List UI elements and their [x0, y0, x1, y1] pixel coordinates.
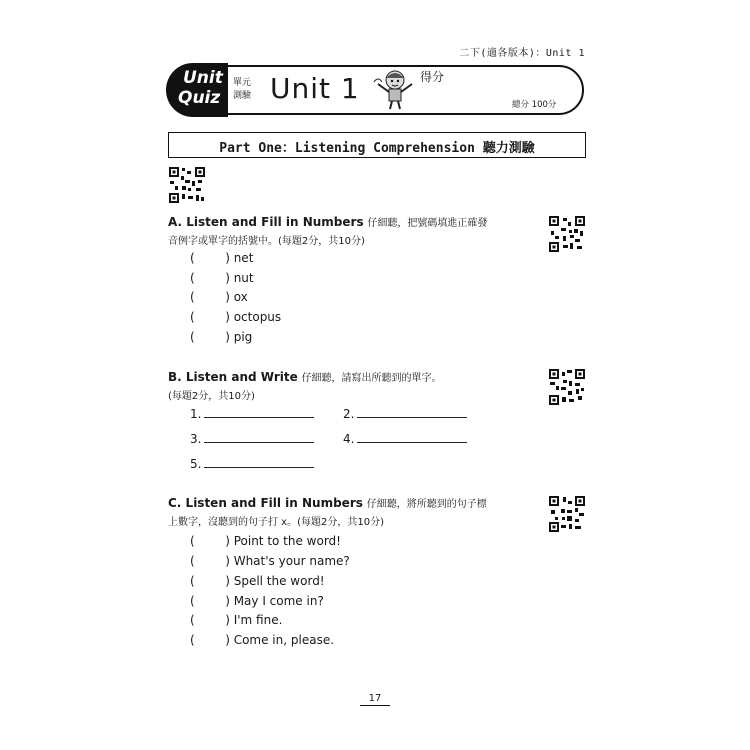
qr-code-icon[interactable] — [548, 368, 586, 406]
section-c-instruction-2: 上數字，沒聽到的句子打 x。(每題2分，共10分) — [168, 517, 384, 528]
item-text: Spell the word! — [233, 574, 325, 588]
list-item[interactable]: ( ) ox — [190, 290, 248, 304]
list-item[interactable]: ( ) Spell the word! — [190, 574, 325, 588]
list-item[interactable]: ( ) Come in, please. — [190, 633, 335, 647]
section-a-heading — [168, 214, 538, 250]
qr-code-icon[interactable] — [548, 215, 586, 253]
item-text: nut — [233, 271, 254, 285]
list-item[interactable]: ( ) I'm fine. — [190, 613, 283, 627]
list-item[interactable]: ( ) May I come in? — [190, 594, 324, 608]
item-text: pig — [233, 330, 253, 344]
list-item[interactable]: ( ) nut — [190, 271, 254, 285]
answer-blank[interactable] — [343, 432, 467, 446]
blank-number: 4. — [343, 432, 355, 446]
item-text: I'm fine. — [233, 613, 283, 627]
list-item[interactable]: ( ) Point to the word! — [190, 534, 341, 548]
header-reference: 二下(適各版本)：Unit 1 — [459, 48, 585, 59]
qr-code-icon[interactable] — [548, 495, 586, 533]
section-c-title: C. Listen and Fill in Numbers — [168, 496, 363, 510]
page-number: 17 — [360, 693, 390, 706]
section-c-instruction-1: 仔細聽，將所聽到的句子標 — [366, 499, 487, 510]
section-b-title: B. Listen and Write — [168, 370, 298, 384]
badge-text-unit: Unit — [183, 68, 223, 88]
answer-blank[interactable] — [190, 432, 314, 446]
blank-number: 1. — [190, 407, 202, 421]
qr-code-icon[interactable] — [168, 166, 206, 204]
part-one-title: Part One：Listening Comprehension 聽力測驗 — [219, 141, 535, 156]
zh-label-quiz: 測驗 — [233, 91, 252, 101]
item-text: net — [233, 251, 254, 265]
item-text: octopus — [233, 310, 282, 324]
list-item[interactable]: ( ) octopus — [190, 310, 282, 324]
mascot-icon — [372, 68, 418, 110]
section-a-instruction-1: 仔細聽，把號碼填進正確發 — [367, 218, 488, 229]
section-b-instruction-2: (每題2分，共10分) — [168, 391, 255, 402]
score-label: 得分 — [420, 70, 445, 84]
section-b-heading — [168, 369, 538, 405]
badge-text-quiz: Quiz — [178, 88, 221, 108]
item-text: May I come in? — [233, 594, 324, 608]
answer-blank[interactable] — [190, 457, 314, 471]
section-a-instruction-2: 音例字或單字的括號中。(每題2分，共10分) — [168, 236, 365, 247]
section-c-heading — [168, 495, 538, 531]
blank-number: 2. — [343, 407, 355, 421]
item-text: Point to the word! — [233, 534, 341, 548]
item-text: Come in, please. — [233, 633, 335, 647]
blank-number: 5. — [190, 457, 202, 471]
section-a-title: A. Listen and Fill in Numbers — [168, 215, 364, 229]
list-item[interactable]: ( ) net — [190, 251, 254, 265]
zh-label-unit: 單元 — [233, 78, 252, 88]
answer-blank[interactable] — [190, 407, 314, 421]
item-text: ox — [233, 290, 248, 304]
unit-title: Unit 1 — [270, 72, 360, 105]
list-item[interactable]: ( ) pig — [190, 330, 253, 344]
list-item[interactable]: ( ) What's your name? — [190, 554, 350, 568]
total-score-label: 總分 100分 — [512, 100, 557, 110]
item-text: What's your name? — [233, 554, 350, 568]
section-b-instruction-1: 仔細聽，請寫出所聽到的單字。 — [301, 373, 442, 384]
blank-number: 3. — [190, 432, 202, 446]
answer-blank[interactable] — [343, 407, 467, 421]
